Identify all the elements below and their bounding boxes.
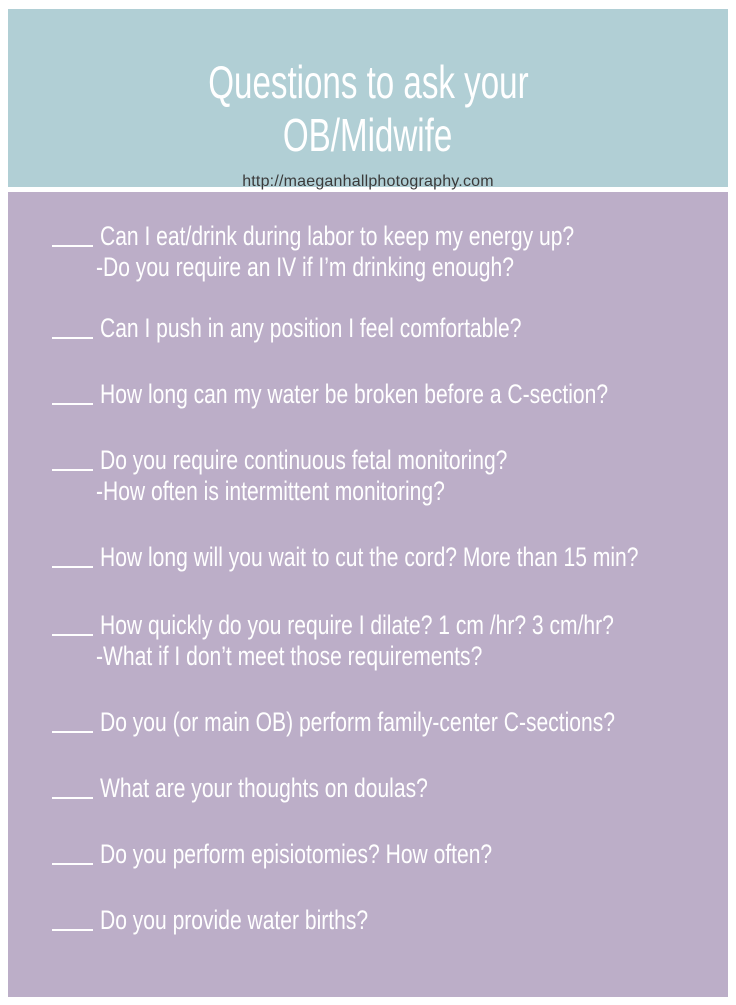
question-text: Do you (or main OB) perform family-center C-sections? xyxy=(100,707,615,737)
checkbox-blank[interactable] xyxy=(52,929,93,931)
question-subtext: -What if I don’t meet those requirements? xyxy=(96,641,483,671)
question-text: How long will you wait to cut the cord? More than 15 min? xyxy=(100,542,639,572)
question-subtext: -How often is intermittent monitoring? xyxy=(96,476,445,506)
title-text: OB/Midwife xyxy=(283,109,453,161)
question-text: How quickly do you require I dilate? 1 cm /hr? 3 cm/hr? xyxy=(100,610,614,640)
checkbox-blank[interactable] xyxy=(52,634,93,636)
question-text: Do you provide water births? xyxy=(100,905,369,935)
questions-panel xyxy=(8,192,728,997)
question-text: Do you require continuous fetal monitoring? xyxy=(100,445,508,475)
checkbox-blank[interactable] xyxy=(52,337,93,339)
checkbox-blank[interactable] xyxy=(52,863,93,865)
question-subtext: -Do you require an IV if I’m drinking enough? xyxy=(96,252,514,282)
website-url: http://maeganhallphotography.com xyxy=(242,173,494,190)
checkbox-blank[interactable] xyxy=(52,403,93,405)
title-text: Questions to ask your xyxy=(207,56,529,108)
question-text: Do you perform episiotomies? How often? xyxy=(100,839,493,869)
checkbox-blank[interactable] xyxy=(52,245,93,247)
checkbox-blank[interactable] xyxy=(52,566,93,568)
question-text: Can I push in any position I feel comfortable? xyxy=(100,313,522,343)
checkbox-blank[interactable] xyxy=(52,469,93,471)
title-line-1 xyxy=(8,57,728,107)
checkbox-blank[interactable] xyxy=(52,731,93,733)
question-text: What are your thoughts on doulas? xyxy=(100,773,428,803)
question-text: Can I eat/drink during labor to keep my energy up? xyxy=(100,221,575,251)
question-text: How long can my water be broken before a C-section? xyxy=(100,379,609,409)
title-line-2 xyxy=(8,110,728,160)
header-banner xyxy=(8,9,728,190)
checkbox-blank[interactable] xyxy=(52,797,93,799)
